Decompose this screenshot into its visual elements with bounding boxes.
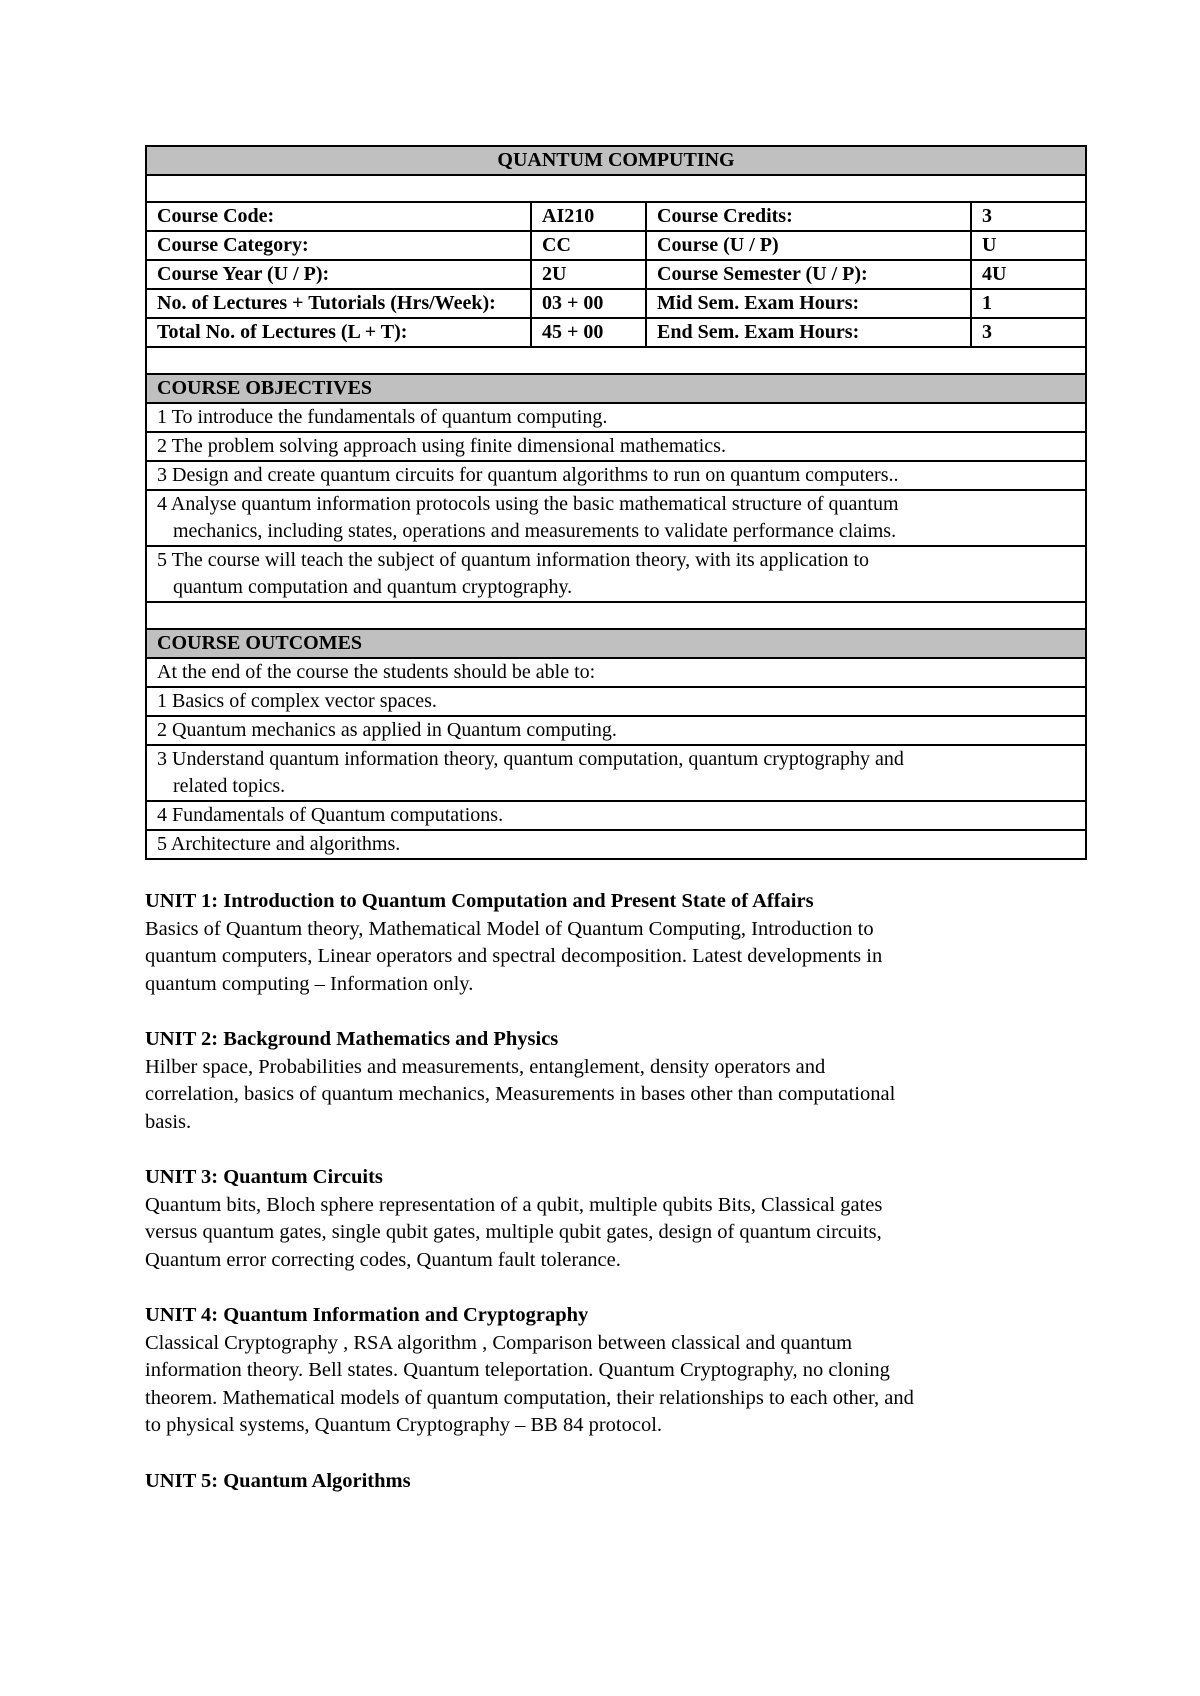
unit-line: Basics of Quantum theory, Mathematical Model of Quantum Computing, Introduction to xyxy=(145,917,874,940)
unit-title: UNIT 4: Quantum Information and Cryptography xyxy=(145,1304,589,1326)
info-cell-l1: Course Category: xyxy=(146,231,531,260)
objectives-item xyxy=(146,461,1086,490)
info-row xyxy=(146,231,1086,260)
info-cell-v2: 3 xyxy=(971,318,1086,347)
info-cell-l2: End Sem. Exam Hours: xyxy=(646,318,971,347)
info-cell-v2: 4U xyxy=(971,260,1086,289)
outcomes-intro-row xyxy=(146,658,1086,687)
unit-line: Quantum error correcting codes, Quantum fault tolerance. xyxy=(145,1248,621,1271)
outcomes-item xyxy=(146,687,1086,716)
outcomes-item-text: 4 Fundamentals of Quantum computations. xyxy=(157,804,504,826)
outcomes-item-text: 3 Understand quantum information theory, quantum computation, quantum cryptography and xyxy=(157,748,904,770)
objectives-item xyxy=(146,490,1086,546)
unit-line: Classical Cryptography , RSA algorithm , Comparison between classical and quantum xyxy=(145,1331,853,1354)
info-cell-v2: 3 xyxy=(971,202,1086,231)
objectives-heading: COURSE OBJECTIVES xyxy=(146,374,1086,403)
unit-line: basis. xyxy=(145,1110,192,1133)
unit-block xyxy=(145,1164,1085,1274)
unit-block xyxy=(145,888,1085,998)
outcomes-item-text: 1 Basics of complex vector spaces. xyxy=(157,690,437,712)
unit-line: quantum computing – Information only. xyxy=(145,972,474,995)
info-cell-l1: Total No. of Lectures (L + T): xyxy=(146,318,531,347)
unit-line: versus quantum gates, single qubit gates, multiple qubit gates, design of quantum circuits, xyxy=(145,1221,882,1243)
blank-row xyxy=(146,602,1086,629)
info-cell-v1: 45 + 00 xyxy=(531,318,646,347)
unit-title: UNIT 5: Quantum Algorithms xyxy=(145,1469,411,1492)
info-cell-l1: Course Year (U / P): xyxy=(146,260,531,289)
info-row xyxy=(146,202,1086,231)
outcomes-item xyxy=(146,716,1086,745)
objectives-item xyxy=(146,546,1086,602)
blank-row xyxy=(146,175,1086,202)
info-cell-v1: 03 + 00 xyxy=(531,289,646,318)
info-cell-l1: Course Code: xyxy=(146,202,531,231)
outcomes-intro: At the end of the course the students should be able to: xyxy=(146,658,1086,687)
info-cell-v1: AI210 xyxy=(531,202,646,231)
blank-row xyxy=(146,347,1086,374)
objectives-item-continuation: mechanics, including states, operations and measurements to validate performance claims. xyxy=(173,520,897,542)
info-cell-v1: CC xyxy=(531,231,646,260)
outcomes-item-text: 2 Quantum mechanics as applied in Quantum computing. xyxy=(157,719,617,741)
unit-title: UNIT 1: Introduction to Quantum Computation and Present State of Affairs xyxy=(145,890,814,912)
unit-line: Hilber space, Probabilities and measurements, entanglement, density operators and xyxy=(145,1055,826,1078)
unit-line: theorem. Mathematical models of quantum computation, their relationships to each other, and xyxy=(145,1386,914,1409)
syllabus-page xyxy=(145,145,1085,1523)
info-row xyxy=(146,260,1086,289)
info-cell-v1: 2U xyxy=(531,260,646,289)
info-cell-l2: Course Semester (U / P): xyxy=(646,260,971,289)
outcomes-heading: COURSE OUTCOMES xyxy=(146,629,1086,658)
unit-line: correlation, basics of quantum mechanics, Measurements in bases other than computational xyxy=(145,1083,896,1105)
unit-line: information theory. Bell states. Quantum teleportation. Quantum Cryptography, no cloning xyxy=(145,1359,890,1381)
outcomes-item xyxy=(146,745,1086,801)
objectives-item-text: 3 Design and create quantum circuits for quantum algorithms to run on quantum computers.. xyxy=(157,464,899,486)
unit-line: Quantum bits, Bloch sphere representation of a qubit, multiple qubits Bits, Classical gates xyxy=(145,1193,883,1216)
unit-line: quantum computers, Linear operators and spectral decomposition. Latest developments in xyxy=(145,945,883,967)
info-cell-l2: Course Credits: xyxy=(646,202,971,231)
unit-line: to physical systems, Quantum Cryptography – BB 84 protocol. xyxy=(145,1414,663,1436)
objectives-item-text: 5 The course will teach the subject of quantum information theory, with its application to xyxy=(157,549,870,571)
info-cell-v2: U xyxy=(971,231,1086,260)
outcomes-item-text: 5 Architecture and algorithms. xyxy=(157,833,401,855)
objectives-item-continuation: quantum computation and quantum cryptography. xyxy=(173,576,573,598)
info-cell-l2: Course (U / P) xyxy=(646,231,971,260)
objectives-item-text: 4 Analyse quantum information protocols using the basic mathematical structure of quantum xyxy=(157,493,899,515)
info-cell-l1: No. of Lectures + Tutorials (Hrs/Week): xyxy=(146,289,531,318)
info-row xyxy=(146,318,1086,347)
unit-block xyxy=(145,1026,1085,1136)
unit-block xyxy=(145,1302,1085,1440)
unit-block xyxy=(145,1468,1085,1496)
course-title: QUANTUM COMPUTING xyxy=(146,146,1086,175)
unit-title: UNIT 3: Quantum Circuits xyxy=(145,1166,383,1188)
info-cell-l2: Mid Sem. Exam Hours: xyxy=(646,289,971,318)
units-section xyxy=(145,888,1085,1495)
objectives-item xyxy=(146,432,1086,461)
objectives-item xyxy=(146,403,1086,432)
outcomes-heading-row xyxy=(146,629,1086,658)
outcomes-item xyxy=(146,801,1086,830)
outcomes-item xyxy=(146,830,1086,859)
info-row xyxy=(146,289,1086,318)
objectives-item-text: 2 The problem solving approach using finite dimensional mathematics. xyxy=(157,435,726,457)
objectives-item-text: 1 To introduce the fundamentals of quantum computing. xyxy=(157,406,608,428)
outcomes-item-continuation: related topics. xyxy=(173,775,286,797)
objectives-heading-row xyxy=(146,374,1086,403)
unit-title: UNIT 2: Background Mathematics and Physics xyxy=(145,1028,559,1050)
info-cell-v2: 1 xyxy=(971,289,1086,318)
course-table xyxy=(145,145,1087,860)
